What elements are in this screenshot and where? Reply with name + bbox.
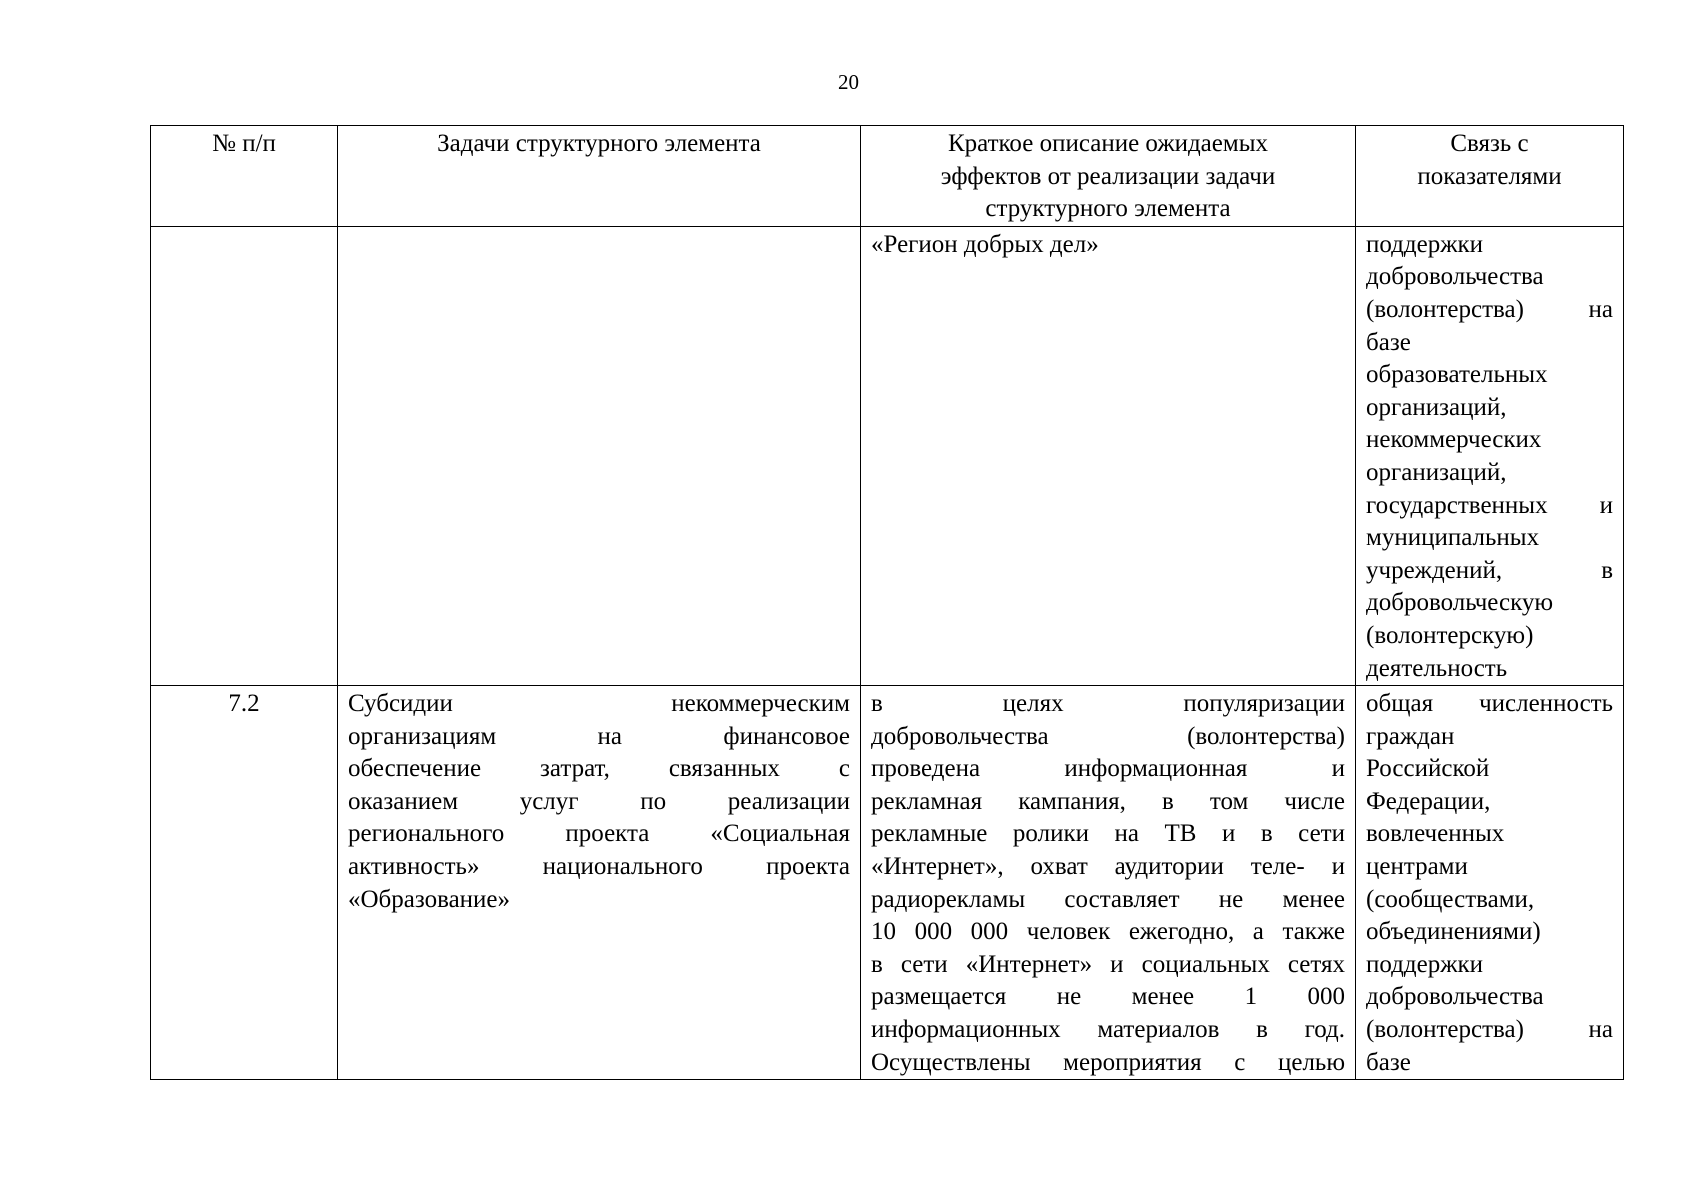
cell-line: 10 000 000 человек ежегодно, а также	[871, 918, 1345, 946]
cell-line: общая численность	[1366, 690, 1613, 718]
cell-line: муниципальных	[1366, 524, 1540, 552]
cell-line: добровольческую	[1366, 589, 1554, 617]
header-num: № п/п	[151, 126, 338, 227]
cell-line: некоммерческих	[1366, 426, 1542, 454]
cell-line: объединениями)	[1366, 918, 1541, 946]
cell-line: Осуществлены мероприятия с целью	[871, 1048, 1345, 1076]
cell-line: активность» национального проекта	[348, 853, 850, 881]
cell-line: Российской	[1366, 755, 1490, 783]
cell-line: (волонтерства) на	[1366, 1016, 1613, 1044]
header-indicators-line: показателями	[1417, 162, 1562, 190]
cell-line: Федерации,	[1366, 787, 1491, 815]
cell-line: Субсидии некоммерческим	[348, 690, 850, 718]
cell-line: размещается не менее 1 000	[871, 983, 1345, 1011]
cell-line: рекламная кампания, в том числе	[871, 787, 1345, 815]
indicators-link-cell	[1356, 226, 1624, 685]
cell-line: (волонтерскую)	[1366, 621, 1534, 649]
table-header-row	[151, 126, 1624, 227]
cell-line: информационных материалов в год.	[871, 1016, 1345, 1044]
header-description	[861, 126, 1356, 227]
cell-line: добровольчества	[1366, 983, 1544, 1011]
cell-line: поддержки	[1366, 230, 1483, 258]
cell-line: организаций,	[1366, 458, 1507, 486]
header-task: Задачи структурного элемента	[338, 126, 861, 227]
table-row	[151, 686, 1624, 1080]
row-number-cell: 7.2	[151, 686, 338, 1080]
cell-line: добровольчества (волонтерства)	[871, 722, 1345, 750]
header-description-line: структурного элемента	[985, 195, 1231, 223]
cell-line: базе	[1366, 1048, 1411, 1076]
cell-line: организациям на финансовое	[348, 722, 850, 750]
page-number: 20	[838, 70, 859, 94]
cell-line: государственных и	[1366, 491, 1613, 519]
cell-line: центрами	[1366, 853, 1468, 881]
cell-line: граждан	[1366, 722, 1455, 750]
cell-line: радиорекламы составляет не менее	[871, 885, 1345, 913]
cell-line: добровольчества	[1366, 263, 1544, 291]
cell-line: рекламные ролики на ТВ и в сети	[871, 820, 1345, 848]
indicators-link-cell	[1356, 686, 1624, 1080]
cell-line: в целях популяризации	[871, 690, 1345, 718]
cell-line: учреждений, в	[1366, 556, 1613, 584]
cell-line: оказанием услуг по реализации	[348, 787, 850, 815]
header-indicators-link	[1356, 126, 1624, 227]
description-cell: «Регион добрых дел»	[861, 226, 1356, 685]
cell-line: организаций,	[1366, 393, 1507, 421]
cell-line: базе	[1366, 328, 1411, 356]
cell-line: (сообществами,	[1366, 885, 1535, 913]
header-indicators-line: Связь с	[1450, 130, 1529, 157]
header-description-line: эффектов от реализации задачи	[940, 162, 1276, 190]
cell-line: в сети «Интернет» и социальных сетях	[871, 950, 1345, 978]
header-description-line: Краткое описание ожидаемых	[948, 130, 1268, 157]
description-cell	[861, 686, 1356, 1080]
task-cell	[338, 686, 861, 1080]
cell-line: «Образование»	[348, 885, 511, 913]
cell-line: обеспечение затрат, связанных с	[348, 755, 850, 783]
cell-line: поддержки	[1366, 950, 1483, 978]
cell-line: «Интернет», охват аудитории теле- и	[871, 853, 1345, 881]
cell-line: вовлеченных	[1366, 820, 1505, 848]
cell-line: регионального проекта «Социальная	[348, 820, 850, 848]
cell-line: деятельность	[1366, 654, 1508, 682]
cell-line: образовательных	[1366, 361, 1548, 389]
cell-line: (волонтерства) на	[1366, 295, 1613, 323]
table-row	[151, 226, 1624, 685]
structural-elements-table	[150, 125, 1624, 1080]
task-cell	[338, 226, 861, 685]
cell-line: проведена информационная и	[871, 755, 1345, 783]
row-number-cell	[151, 226, 338, 685]
